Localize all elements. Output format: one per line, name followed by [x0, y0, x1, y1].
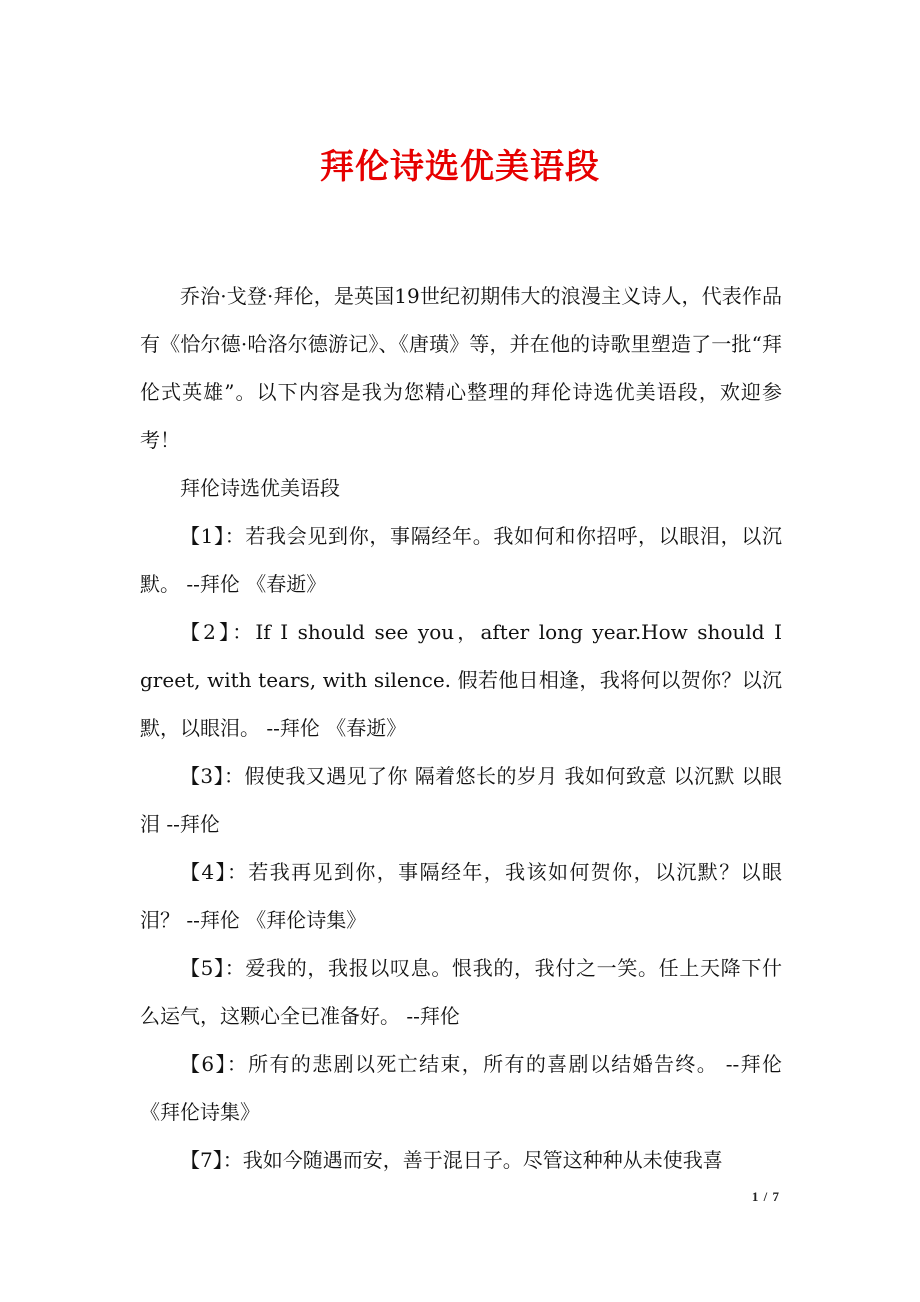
quote-marker-7: 【7】 — [180, 1148, 223, 1172]
quote-text-4: ：若我再见到你，事隔经年，我该如何贺你，以沉默？以眼泪？ --拜伦 《拜伦诗集》 — [140, 860, 782, 932]
section-subtitle: 拜伦诗选优美语段 — [180, 476, 340, 500]
quote-text-6: ：所有的悲剧以死亡结束，所有的喜剧以结婚告终。 --拜伦 《拜伦诗集》 — [140, 1052, 783, 1124]
document-body — [140, 272, 782, 1184]
quote-item-6 — [140, 1040, 782, 1136]
quote-item-3 — [140, 752, 782, 848]
quote-item-2 — [140, 608, 782, 752]
intro-paragraph: 乔治·戈登·拜伦，是英国19世纪初期伟大的浪漫主义诗人，代表作品有《恰尔德·哈洛尔德游记》、《唐璜》等，并在他的诗歌里塑造了一批“拜伦式英雄”。以下内容是我为您精心整理的拜伦诗选优美语段，欢迎参考！ — [140, 284, 782, 452]
quote-text-3: ：假使我又遇见了你 隔着悠长的岁月 我如何致意 以沉默 以眼泪 --拜伦 — [140, 764, 782, 836]
quote-text-7: ：我如今随遇而安，善于混日子。尽管这种种从未使我喜 — [222, 1148, 723, 1172]
quote-marker-5: 【5】 — [180, 956, 225, 980]
page-number: 1 / 7 — [751, 1189, 780, 1204]
quote-item-1 — [140, 512, 782, 608]
quote-marker-1: 【1】 — [180, 524, 225, 548]
quote-text-2: ：If I should see you，after long year.How should I greet, with tears, with silence. 假若他日相逢，我将何以贺你？以沉默，以眼泪。 --拜伦 《春逝》 — [140, 620, 782, 740]
quote-marker-2: 【2】 — [180, 620, 233, 644]
quote-marker-6: 【6】 — [180, 1052, 227, 1076]
page-title: 拜伦诗选优美语段 — [320, 147, 600, 187]
quote-text-5: ：爱我的，我报以叹息。恨我的，我付之一笑。任上天降下什么运气，这颗心全已准备好。 --拜伦 — [140, 956, 782, 1028]
quote-item-5 — [140, 944, 782, 1040]
quote-item-4 — [140, 848, 782, 944]
quote-item-7 — [140, 1136, 782, 1184]
quote-marker-4: 【4】 — [180, 860, 227, 884]
quote-text-1: ：若我会见到你，事隔经年。我如何和你招呼，以眼泪，以沉默。 --拜伦 《春逝》 — [140, 524, 782, 596]
quote-marker-3: 【3】 — [180, 764, 225, 788]
